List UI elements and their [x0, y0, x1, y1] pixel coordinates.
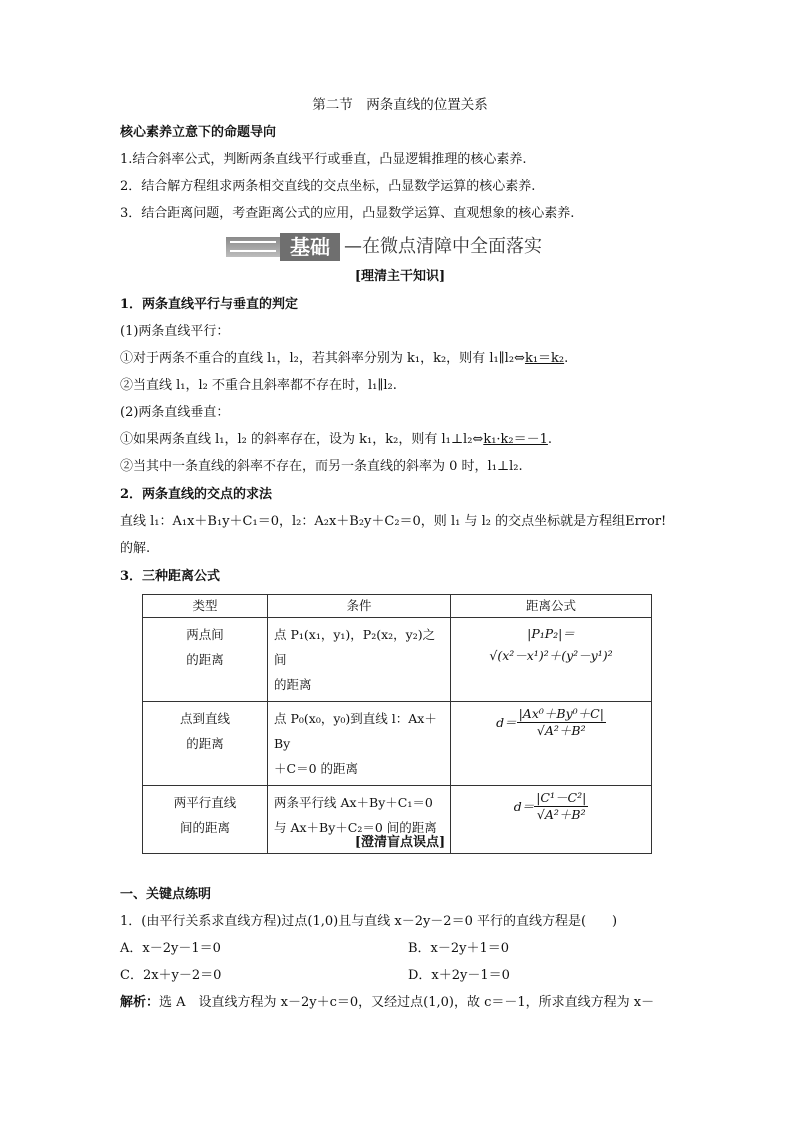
s2-line1: 直线 l₁：A₁x＋B₁y＋C₁＝0，l₂：A₂x＋B₂y＋C₂＝0，则 l₁ 与 l₂ 的交点坐标就是方程组Error!	[120, 514, 667, 529]
s1-p1a-answer: k₁＝k₂	[524, 351, 565, 366]
core-item-2: 2．结合解方程组求两条相交直线的交点坐标，凸显数学运算的核心素养.	[120, 179, 536, 194]
table-cell-type	[143, 702, 268, 786]
row1-formula-bottom: √(x²－x¹)²＋(y²－y¹)²	[489, 648, 613, 663]
banner-subtitle: —在微点清障中全面落实	[344, 236, 542, 257]
row1-formula-top: |P₁P₂|＝	[527, 626, 575, 641]
row2-type: 点到直线 的距离	[179, 711, 230, 751]
banner-key: 基础	[280, 233, 340, 261]
row2-numerator: |Ax⁰＋By⁰＋C|	[518, 706, 604, 721]
answer-line	[120, 994, 654, 1012]
row3-type: 两平行直线 间的距离	[173, 795, 237, 835]
row3-cond: 两条平行线 Ax＋By＋C₁＝0 与 Ax＋By＋C₂＝0 间的距离	[274, 795, 437, 835]
table-cell-condition	[268, 618, 451, 702]
row2-formula	[496, 706, 606, 739]
row2-formula-lhs: d＝	[496, 715, 517, 730]
question-1: 1．(由平行关系求直线方程)过点(1,0)且与直线 x－2y－2＝0 平行的直线方程是( )	[120, 914, 618, 929]
table-cell-formula	[451, 618, 652, 702]
row1-cond: 点 P₁(x₁，y₁)，P₂(x₂，y₂)之间 的距离	[274, 627, 436, 692]
option-b: B．x－2y＋1＝0	[408, 941, 510, 956]
s1-p1a-post: .	[564, 351, 569, 366]
s1-p2a-post: .	[547, 432, 553, 447]
s1-p2a-pre: ①如果两条直线 l₁，l₂ 的斜率存在，设为 k₁，k₂，则有 l₁⊥l₂⇔	[120, 432, 484, 447]
s1-p1a-pre: ①对于两条不重合的直线 l₁，l₂，若其斜率分别为 k₁，k₂，则有 l₁∥l₂⇔	[120, 351, 525, 366]
answer-text: 选 A 设直线方程为 x－2y＋c＝0，又经过点(1,0)，故 c＝－1，所求直线方程为 x－	[159, 995, 655, 1010]
s3-heading: 3．三种距离公式	[120, 569, 221, 584]
table-cell-type	[143, 618, 268, 702]
table-row	[143, 618, 652, 702]
s2-heading: 2．两条直线的交点的求法	[120, 487, 273, 502]
table-header-row	[143, 595, 652, 618]
option-a: A．x－2y－1＝0	[120, 941, 221, 956]
core-item-1: 1.结合斜率公式，判断两条直线平行或垂直，凸显逻辑推理的核心素养.	[120, 152, 527, 167]
row3-formula	[514, 790, 589, 823]
table-cell-condition	[268, 702, 451, 786]
row3-fraction	[534, 790, 588, 823]
s1-p1: (1)两条直线平行：	[120, 324, 230, 339]
row3-denominator: √A²＋B²	[536, 807, 586, 822]
row2-cond: 点 P₀(x₀，y₀)到直线 l：Ax＋By ＋C＝0 的距离	[274, 711, 437, 776]
row3-formula-lhs: d＝	[513, 799, 535, 814]
table-header-formula: 距离公式	[451, 595, 652, 618]
page-title: 第二节 两条直线的位置关系	[312, 97, 488, 113]
table-cell-formula	[451, 702, 652, 786]
s1-p1a	[120, 350, 568, 368]
table-header-condition: 条件	[268, 595, 451, 618]
s1-p2a	[120, 431, 552, 449]
section-tag-pitfalls: [澄清盲点误点]	[354, 835, 446, 850]
core-heading: 核心素养立意下的命题导向	[120, 125, 277, 140]
row1-type: 两点间 的距离	[186, 627, 224, 667]
s1-p2b: ②当其中一条直线的斜率不存在，而另一条直线的斜率为 0 时，l₁⊥l₂.	[120, 459, 523, 474]
row3-numerator: |C¹－C²|	[536, 790, 587, 805]
row2-denominator: √A²＋B²	[536, 723, 586, 738]
answer-label: 解析：	[120, 995, 160, 1010]
s1-heading: 1．两条直线平行与垂直的判定	[120, 297, 299, 312]
s2-line2: 的解.	[120, 541, 151, 556]
row2-fraction	[517, 706, 606, 739]
section-tag-knowledge: [理清主干知识]	[354, 269, 446, 284]
s1-p1b: ②当直线 l₁，l₂ 不重合且斜率都不存在时，l₁∥l₂.	[120, 378, 397, 393]
banner-stripes	[226, 237, 280, 257]
core-item-3: 3．结合距离问题，考查距离公式的应用，凸显数学运算、直观想象的核心素养.	[120, 206, 575, 221]
table-header-type: 类型	[143, 595, 268, 618]
s1-p2a-answer: k₁·k₂＝－1	[483, 432, 548, 447]
table-row	[143, 702, 652, 786]
s1-p2: (2)两条直线垂直：	[120, 405, 230, 420]
option-d: D．x＋2y－1＝0	[408, 968, 510, 983]
distance-formula-table	[142, 594, 652, 854]
option-c: C．2x＋y－2＝0	[120, 968, 222, 983]
s4-heading: 一、关键点练明	[120, 887, 212, 902]
